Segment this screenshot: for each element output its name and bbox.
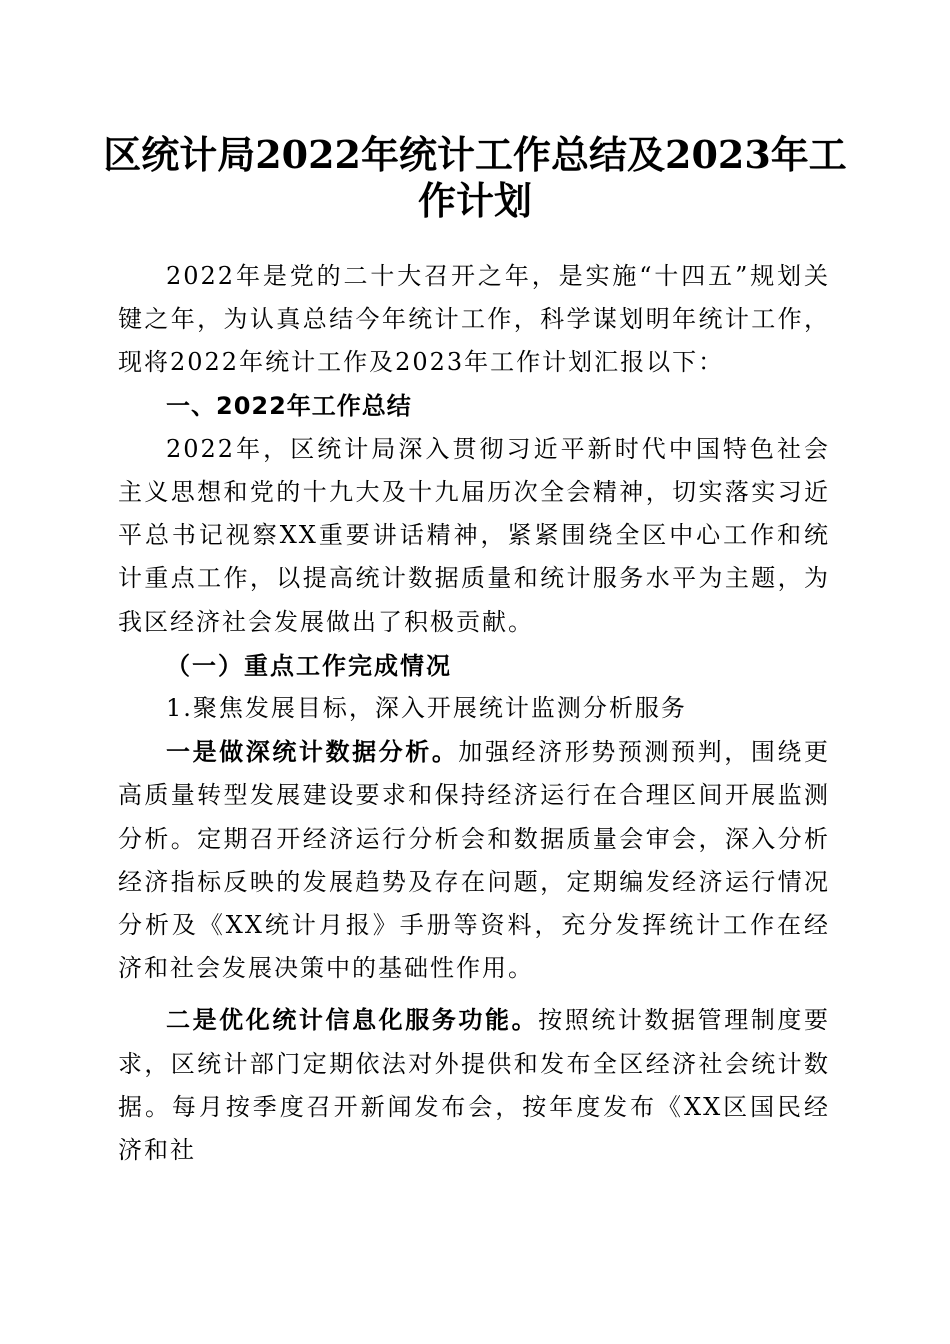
point-paragraph-data-analysis [118, 730, 830, 990]
document-body [118, 255, 830, 1172]
document-title: 区统计局2022年统计工作总结及2023年工作计划 [103, 132, 847, 223]
section-heading-summary: 一、2022年工作总结 [166, 391, 412, 420]
point-text-data-analysis: 加强经济形势预测预判，围绕更高质量转型发展建设要求和保持经济运行在合理区间开展监测分析。定期召开经济运行分析会和数据质量会审会，深入分析经济指标反映的发展趋势及存在问题，定期编发经济运行情况分析及《XX统计月报》手册等资料，充分发挥统计工作在经济和社会发展决策中的基础性作用。 [118, 738, 831, 983]
point-lead-data-analysis: 一是做深统计数据分析。 [166, 737, 459, 767]
item-heading-monitoring: 1.聚焦发展目标，深入开展统计监测分析服务 [166, 694, 687, 723]
summary-paragraph: 2022年，区统计局深入贯彻习近平新时代中国特色社会主义思想和党的十九大及十九届历次全会精神，切实落实习近平总书记视察XX重要讲话精神，紧紧围绕全区中心工作和统计重点工作，以提高统计数据质量和统计服务水平为主题，为我区经济社会发展做出了积极贡献。 [118, 434, 830, 636]
point-paragraph-informatization [118, 998, 830, 1172]
point-lead-informatization: 二是优化统计信息化服务功能。 [166, 1005, 539, 1035]
subsection-heading-key-work: （一）重点工作完成情况 [166, 650, 452, 680]
point-text-informatization: 按照统计数据管理制度要求，区统计部门定期依法对外提供和发布全区经济社会统计数据。每月按季度召开新闻发布会，按年度发布《XX区国民经济和社 [118, 1006, 831, 1165]
intro-paragraph: 2022年是党的二十大召开之年，是实施“十四五”规划关键之年，为认真总结今年统计工作，科学谋划明年统计工作，现将2022年统计工作及2023年工作计划汇报以下： [118, 262, 830, 377]
